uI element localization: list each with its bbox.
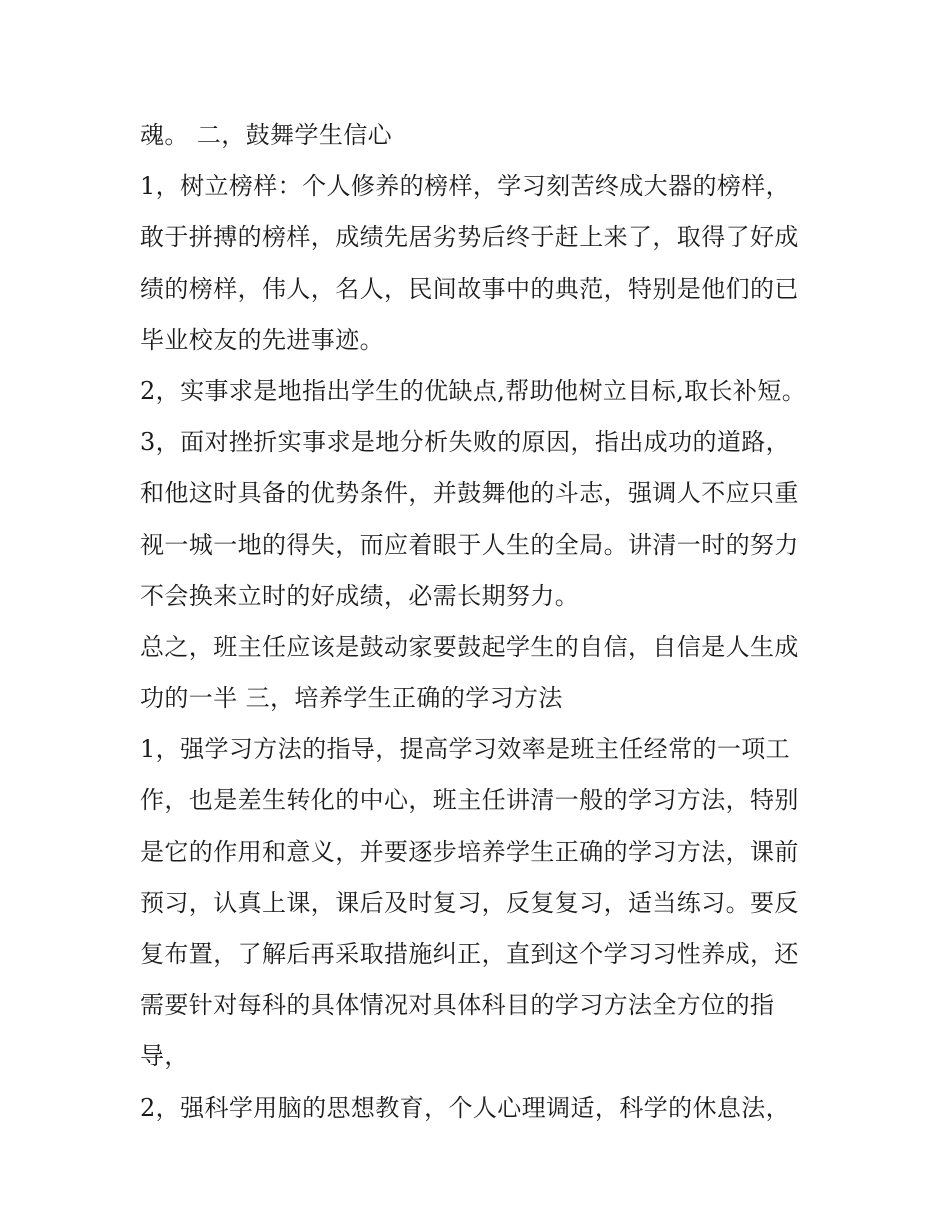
text-line-11: 总之，班主任应该是鼓动家要鼓起学生的自信，自信是人生成 [140,632,799,661]
text-line-19: 导， [140,1042,189,1071]
text-line-3: 敢于拼搏的榜样，成绩先居劣势后终于赶上来了，取得了好成 [140,223,799,252]
text-line-12: 功的一半 三，培养学生正确的学习方法 [140,684,563,713]
text-line-18: 需要针对每科的具体情况对具体科目的学习方法全方位的指 [140,991,775,1020]
text-line-17: 复布置，了解后再采取措施纠正，直到这个学习习性养成，还 [140,940,799,968]
text-line-13: 1，强学习方法的指导，提高学习效率是班主任经常的一项工 [140,735,791,764]
text-line-7: 3，面对挫折实事求是地分析失败的原因，指出成功的道路， [140,428,791,457]
text-line-6: 2，实事求是地指出学生的优缺点,帮助他树立目标,取长补短。 [140,376,807,405]
text-line-14: 作，也是差生转化的中心，班主任讲清一般的学习方法，特别 [140,786,799,815]
text-line-16: 预习，认真上课，课后及时复习，反复复习，适当练习。要反 [140,888,799,917]
document-body [140,110,820,1134]
text-line-4: 绩的榜样，伟人，名人，民间故事中的典范，特别是他们的已 [140,274,799,303]
text-line-2: 1，树立榜样：个人修养的榜样，学习刻苦终成大器的榜样， [140,172,791,201]
text-line-9: 视一城一地的得失，而应着眼于人生的全局。讲清一时的努力 [140,530,799,559]
text-line-8: 和他这时具备的优势条件，并鼓舞他的斗志，强调人不应只重 [140,479,799,508]
text-line-10: 不会换来立时的好成绩，必需长期努力。 [140,581,580,610]
text-line-5: 毕业校友的先进事迹。 [140,325,384,354]
text-line-15: 是它的作用和意义，并要逐步培养学生正确的学习方法，课前 [140,837,799,866]
text-line-1: 魂。 二，鼓舞学生信心 [140,121,393,149]
text-line-20: 2，强科学用脑的思想教育，个人心理调适，科学的休息法， [140,1093,791,1122]
